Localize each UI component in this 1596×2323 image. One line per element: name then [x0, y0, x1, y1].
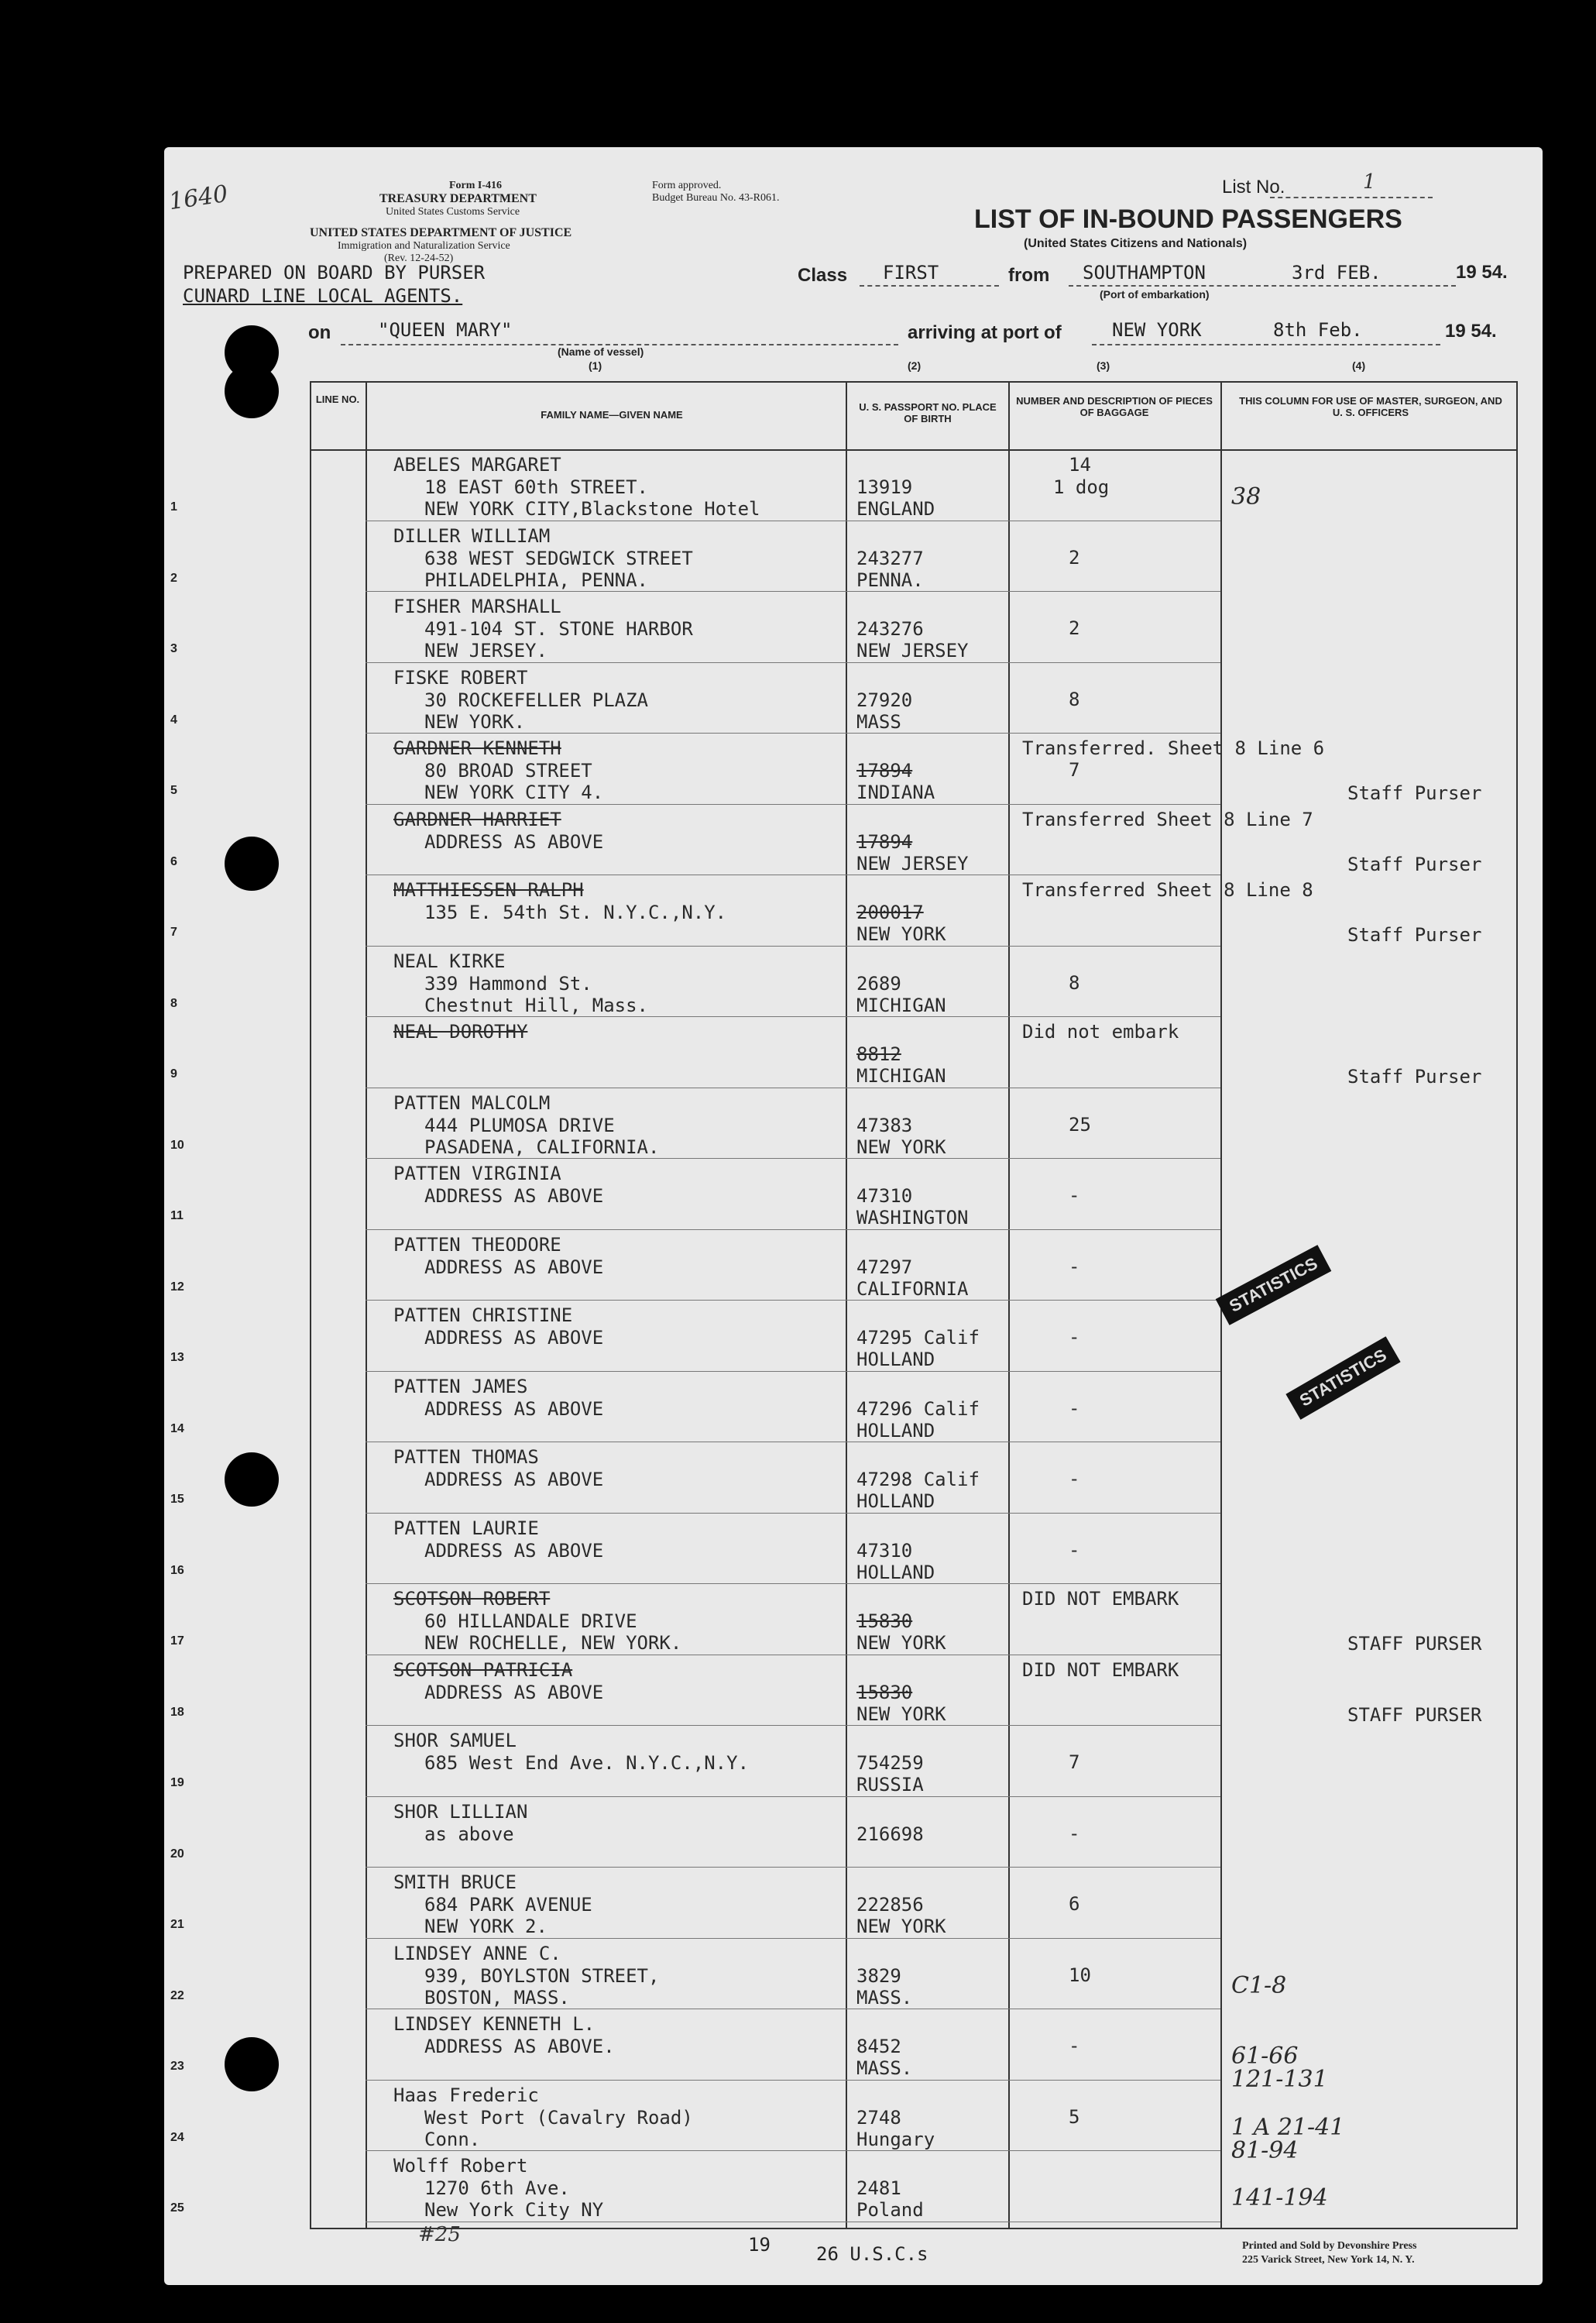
officer-note-2: 81-94 — [1231, 2136, 1299, 2164]
passenger-name: PATTEN LAURIE — [393, 1517, 539, 1539]
passenger-address-2: NEW JERSEY. — [424, 640, 547, 662]
officer-note: Transferred Sheet 8 Line 7 — [1022, 808, 1313, 830]
baggage-description: 1 dog — [1053, 476, 1110, 498]
form-revision: (Rev. 12-24-52) — [384, 253, 454, 264]
passport-number: 47383 — [856, 1114, 913, 1136]
vessel-caption: (Name of vessel) — [558, 345, 644, 358]
baggage-count: - — [1069, 1326, 1080, 1348]
passenger-address-2: NEW YORK CITY 4. — [424, 782, 604, 803]
footer-mark: #25 — [418, 2223, 461, 2246]
officer-note: C1-8 — [1231, 1971, 1287, 1999]
baggage-count: - — [1069, 1468, 1080, 1490]
line-number: 13 — [170, 1351, 184, 1364]
passenger-address-1: 339 Hammond St. — [424, 972, 592, 995]
class-value: FIRST — [883, 262, 939, 284]
arrival-date: 8th Feb. — [1273, 319, 1363, 341]
place-of-birth: MICHIGAN — [856, 994, 946, 1016]
place-of-birth: INDIANA — [856, 782, 935, 803]
line-number: 3 — [170, 642, 177, 655]
passenger-address-1: 60 HILLANDALE DRIVE — [424, 1610, 637, 1632]
place-of-birth: MICHIGAN — [856, 1065, 946, 1087]
place-of-birth: RUSSIA — [856, 1774, 924, 1796]
passport-number: 2689 — [856, 972, 901, 995]
passenger-name: PATTEN MALCOLM — [393, 1091, 551, 1114]
place-of-birth: WASHINGTON — [856, 1207, 969, 1229]
line-number: 24 — [170, 2130, 184, 2144]
passenger-address-1: ADDRESS AS ABOVE — [424, 1469, 604, 1490]
from-port: SOUTHAMPTON — [1083, 262, 1206, 284]
passport-number: 15830 — [856, 1681, 913, 1703]
form-approved: Form approved. — [652, 180, 722, 191]
passenger-address-1: 135 E. 54th St. N.Y.C.,N.Y. — [424, 902, 727, 923]
passenger-name: ABELES MARGARET — [393, 454, 561, 476]
officer-note-2: Staff Purser — [1347, 782, 1482, 804]
passenger-name: SCOTSON PATRICIA — [393, 1658, 573, 1681]
baggage-count: - — [1069, 1184, 1080, 1206]
passenger-name: PATTEN CHRISTINE — [393, 1304, 573, 1326]
arrival-port: NEW YORK — [1112, 319, 1202, 341]
passenger-name: DILLER WILLIAM — [393, 524, 551, 547]
passenger-name: GARDNER HARRIET — [393, 808, 561, 830]
line-number: 25 — [170, 2201, 184, 2215]
line-number: 12 — [170, 1280, 184, 1294]
passport-number: 243277 — [856, 547, 924, 569]
place-of-birth: MASS. — [856, 2057, 913, 2079]
embark-caption: (Port of embarkation) — [1100, 288, 1210, 301]
passenger-name: MATTHIESSEN RALPH — [393, 879, 584, 901]
passenger-address-1: 638 WEST SEDGWICK STREET — [424, 547, 693, 569]
passenger-name: NEAL DOROTHY — [393, 1021, 528, 1043]
line-number: 6 — [170, 854, 177, 868]
line-number: 2 — [170, 571, 177, 585]
place-of-birth: NEW YORK — [856, 1136, 946, 1158]
list-no-label: List No. — [1222, 177, 1285, 198]
line-number: 14 — [170, 1421, 184, 1435]
passport-number: 2481 — [856, 2177, 901, 2199]
place-of-birth: MASS — [856, 710, 901, 733]
passport-number: 222856 — [856, 1894, 924, 1916]
passport-number: 17894 — [856, 830, 913, 853]
passport-number: 47310 — [856, 1539, 913, 1562]
passenger-name: SHOR LILLIAN — [393, 1800, 528, 1823]
passenger-address-1: 444 PLUMOSA DRIVE — [424, 1114, 615, 1136]
place-of-birth: NEW YORK — [856, 1703, 946, 1725]
officer-note: 38 — [1231, 483, 1261, 510]
passport-number: 47295 Calif — [856, 1327, 980, 1349]
place-of-birth: NEW YORK — [856, 1632, 946, 1654]
form-ins: Immigration and Naturalization Service — [338, 240, 510, 252]
passenger-address-1: 80 BROAD STREET — [424, 760, 592, 782]
passport-number: 200017 — [856, 902, 924, 923]
passenger-address-1: ADDRESS AS ABOVE — [424, 1539, 604, 1562]
passport-number: 2748 — [856, 2106, 901, 2129]
passenger-name: PATTEN JAMES — [393, 1375, 528, 1397]
passenger-address-1: 939, BOYLSTON STREET, — [424, 1964, 660, 1987]
passenger-address-2: NEW YORK 2. — [424, 1916, 547, 1937]
baggage-count: 7 — [1069, 759, 1080, 781]
passenger-address-1: 684 PARK AVENUE — [424, 1894, 592, 1916]
passport-number: 27920 — [856, 689, 913, 711]
passenger-name: Haas Frederic — [393, 2084, 539, 2106]
line-number: 7 — [170, 926, 177, 939]
printer-line-2: 225 Varick Street, New York 14, N. Y. — [1242, 2254, 1415, 2266]
punch-hole — [225, 837, 279, 891]
line-number: 18 — [170, 1705, 184, 1719]
officer-note-2: STAFF PURSER — [1347, 1633, 1482, 1655]
place-of-birth: CALIFORNIA — [856, 1277, 969, 1300]
statistics-stamp: STATISTICS — [1285, 1336, 1400, 1419]
statistics-stamp: STATISTICS — [1216, 1245, 1331, 1325]
passenger-address-1: West Port (Cavalry Road) — [424, 2106, 693, 2129]
passport-number: 8452 — [856, 2036, 901, 2057]
officer-note-2: Staff Purser — [1347, 1066, 1482, 1088]
line-number: 1 — [170, 500, 177, 514]
line-number: 15 — [170, 1493, 184, 1506]
baggage-count: 2 — [1069, 617, 1080, 639]
place-of-birth: Hungary — [856, 2128, 935, 2150]
place-of-birth: HOLLAND — [856, 1419, 935, 1442]
header-official-use: THIS COLUMN FOR USE OF MASTER, SURGEON, AND U. S. OFFICERS — [1239, 395, 1502, 418]
place-of-birth: Poland — [856, 2199, 924, 2221]
place-of-birth: NEW JERSEY — [856, 640, 969, 662]
line-number: 4 — [170, 713, 177, 727]
page-title: LIST OF IN-BOUND PASSENGERS — [974, 204, 1402, 234]
baggage-count: 25 — [1069, 1113, 1091, 1136]
line-number: 8 — [170, 996, 177, 1010]
page-subtitle: (United States Citizens and Nationals) — [1024, 237, 1248, 250]
passenger-address-2: Conn. — [424, 2128, 481, 2150]
passenger-name: PATTEN THOMAS — [393, 1446, 539, 1468]
col-num-2: (2) — [908, 359, 922, 372]
passenger-address-1: 1270 6th Ave. — [424, 2177, 570, 2199]
baggage-count: - — [1069, 1255, 1080, 1277]
passenger-name: NEAL KIRKE — [393, 950, 506, 972]
col-num-4: (4) — [1352, 359, 1366, 372]
passenger-address-2: Chestnut Hill, Mass. — [424, 994, 648, 1016]
officer-note-2: STAFF PURSER — [1347, 1703, 1482, 1726]
arriving-label: arriving at port of — [908, 322, 1062, 343]
officer-note: 141-194 — [1231, 2184, 1328, 2211]
passenger-address-1: ADDRESS AS ABOVE — [424, 1256, 604, 1278]
passenger-name: FISKE ROBERT — [393, 666, 528, 689]
officer-note-2: 121-131 — [1231, 2066, 1328, 2093]
officer-note: Did not embark — [1022, 1021, 1179, 1043]
on-label: on — [308, 322, 331, 343]
passenger-address-2: PASADENA, CALIFORNIA. — [424, 1136, 660, 1158]
passenger-name: Wolff Robert — [393, 2155, 528, 2177]
passport-number: 47310 — [856, 1185, 913, 1207]
form-customs: United States Customs Service — [386, 206, 520, 218]
place-of-birth: NEW YORK — [856, 923, 946, 945]
officer-note: Transferred. Sheet 8 Line 6 — [1022, 737, 1325, 759]
passenger-name: GARDNER KENNETH — [393, 737, 561, 759]
place-of-birth: HOLLAND — [856, 1490, 935, 1512]
officer-note: DID NOT EMBARK — [1022, 1658, 1179, 1681]
place-of-birth: NEW JERSEY — [856, 852, 969, 875]
header-baggage: NUMBER AND DESCRIPTION OF PIECES OF BAGGAGE — [1016, 395, 1213, 418]
passenger-address-1: 30 ROCKEFELLER PLAZA — [424, 689, 648, 711]
prepared-line-1: PREPARED ON BOARD BY PURSER — [183, 262, 486, 284]
passport-number: 216698 — [856, 1823, 924, 1845]
line-number: 17 — [170, 1634, 184, 1648]
header-name: FAMILY NAME—GIVEN NAME — [541, 409, 683, 421]
line-number: 20 — [170, 1847, 184, 1861]
vessel-name: "QUEEN MARY" — [378, 319, 513, 341]
printer-line-1: Printed and Sold by Devonshire Press — [1242, 2240, 1417, 2252]
passport-number: 17894 — [856, 760, 913, 782]
line-number: 19 — [170, 1776, 184, 1789]
passenger-address-1: 18 EAST 60th STREET. — [424, 476, 648, 498]
passenger-address-1: ADDRESS AS ABOVE. — [424, 2036, 615, 2057]
passenger-address-1: as above — [424, 1823, 514, 1845]
baggage-count: 7 — [1069, 1751, 1080, 1773]
from-date: 3rd FEB. — [1292, 262, 1381, 284]
passenger-name: FISHER MARSHALL — [393, 596, 561, 617]
line-number: 22 — [170, 1988, 184, 2002]
class-label: Class — [798, 265, 848, 286]
passenger-address-1: 685 West End Ave. N.Y.C.,N.Y. — [424, 1752, 750, 1774]
baggage-count: - — [1069, 1397, 1080, 1419]
passenger-address-2: NEW YORK CITY,Blackstone Hotel — [424, 498, 760, 520]
header-line-no: LINE NO. — [315, 393, 360, 405]
passport-number: 754259 — [856, 1752, 924, 1774]
baggage-count: - — [1069, 1538, 1080, 1561]
passenger-address-2: BOSTON, MASS. — [424, 1986, 570, 2009]
passenger-address-2: New York City NY — [424, 2199, 604, 2221]
passenger-name: PATTEN VIRGINIA — [393, 1163, 561, 1184]
passport-number: 243276 — [856, 618, 924, 640]
line-number: 9 — [170, 1067, 177, 1081]
baggage-count: - — [1069, 1822, 1080, 1844]
officer-note-2: Staff Purser — [1347, 924, 1482, 946]
passenger-address-1: 491-104 ST. STONE HARBOR — [424, 618, 693, 640]
punch-hole — [225, 364, 279, 418]
passenger-address-1: ADDRESS AS ABOVE — [424, 830, 604, 853]
passenger-name: SCOTSON ROBERT — [393, 1588, 551, 1610]
arrival-year: 19 54. — [1445, 321, 1497, 342]
prepared-line-2: CUNARD LINE LOCAL AGENTS. — [183, 285, 463, 307]
baggage-count: 8 — [1069, 688, 1080, 710]
officer-note: 1 A 21-41 — [1231, 2113, 1345, 2141]
passenger-address-1: ADDRESS AS ABOVE — [424, 1397, 604, 1420]
from-label: from — [1008, 265, 1050, 286]
baggage-count: 10 — [1069, 1964, 1091, 1986]
passenger-name: LINDSEY KENNETH L. — [393, 2013, 595, 2035]
passport-number: 13919 — [856, 476, 913, 498]
passport-number: 47297 — [856, 1256, 913, 1278]
officer-note-2: Staff Purser — [1347, 853, 1482, 875]
baggage-count: 14 — [1069, 454, 1091, 476]
form-budget: Budget Bureau No. 43-R061. — [652, 192, 780, 204]
punch-hole — [225, 1452, 279, 1507]
passport-number: 47296 Calif — [856, 1397, 980, 1420]
line-number: 23 — [170, 2060, 184, 2073]
passport-number: 47298 Calif — [856, 1469, 980, 1490]
officer-note: DID NOT EMBARK — [1022, 1588, 1179, 1610]
baggage-count: 2 — [1069, 546, 1080, 569]
passenger-address-1: ADDRESS AS ABOVE — [424, 1185, 604, 1207]
passenger-address-1: ADDRESS AS ABOVE — [424, 1681, 604, 1703]
col-num-3: (3) — [1097, 359, 1110, 372]
passenger-name: PATTEN THEODORE — [393, 1233, 561, 1256]
form-justice: UNITED STATES DEPARTMENT OF JUSTICE — [310, 226, 572, 239]
passport-number: 3829 — [856, 1964, 901, 1987]
footer-count: 26 U.S.C.s — [816, 2243, 928, 2265]
manifest-sheet — [164, 147, 1543, 2285]
baggage-count: - — [1069, 2035, 1080, 2057]
place-of-birth: ENGLAND — [856, 498, 935, 520]
form-department: TREASURY DEPARTMENT — [379, 192, 537, 205]
place-of-birth: PENNA. — [856, 569, 924, 591]
baggage-count: 5 — [1069, 2105, 1080, 2128]
passport-number: 15830 — [856, 1610, 913, 1632]
place-of-birth: NEW YORK — [856, 1916, 946, 1937]
baggage-count: 8 — [1069, 971, 1080, 994]
line-number: 11 — [170, 1209, 184, 1222]
passenger-address-2: NEW ROCHELLE, NEW YORK. — [424, 1632, 682, 1654]
place-of-birth: HOLLAND — [856, 1349, 935, 1370]
officer-note: Transferred Sheet 8 Line 8 — [1022, 879, 1313, 901]
baggage-count: 6 — [1069, 1893, 1080, 1915]
passenger-name: LINDSEY ANNE C. — [393, 1942, 561, 1964]
line-number: 10 — [170, 1138, 184, 1152]
line-number: 16 — [170, 1563, 184, 1577]
passenger-name: SMITH BRUCE — [393, 1871, 517, 1893]
passenger-name: SHOR SAMUEL — [393, 1730, 517, 1751]
form-number: Form I-416 — [449, 180, 503, 191]
list-no-value: 1 — [1363, 170, 1376, 194]
footer-year: 19 — [748, 2234, 771, 2256]
from-year: 19 54. — [1456, 262, 1508, 283]
line-number: 21 — [170, 1918, 184, 1931]
passenger-address-2: PHILADELPHIA, PENNA. — [424, 569, 648, 591]
place-of-birth: MASS. — [856, 1986, 913, 2009]
place-of-birth: HOLLAND — [856, 1561, 935, 1583]
corner-number: 1640 — [166, 180, 230, 216]
passenger-address-2: NEW YORK. — [424, 710, 526, 733]
header-passport: U. S. PASSPORT NO. PLACE OF BIRTH — [859, 401, 997, 424]
officer-note: 61-66 — [1231, 2043, 1299, 2070]
col-num-1: (1) — [589, 359, 602, 372]
passenger-address-1: ADDRESS AS ABOVE — [424, 1327, 604, 1349]
passport-number: 8812 — [856, 1043, 901, 1065]
line-number: 5 — [170, 784, 177, 797]
punch-hole — [225, 2037, 279, 2091]
